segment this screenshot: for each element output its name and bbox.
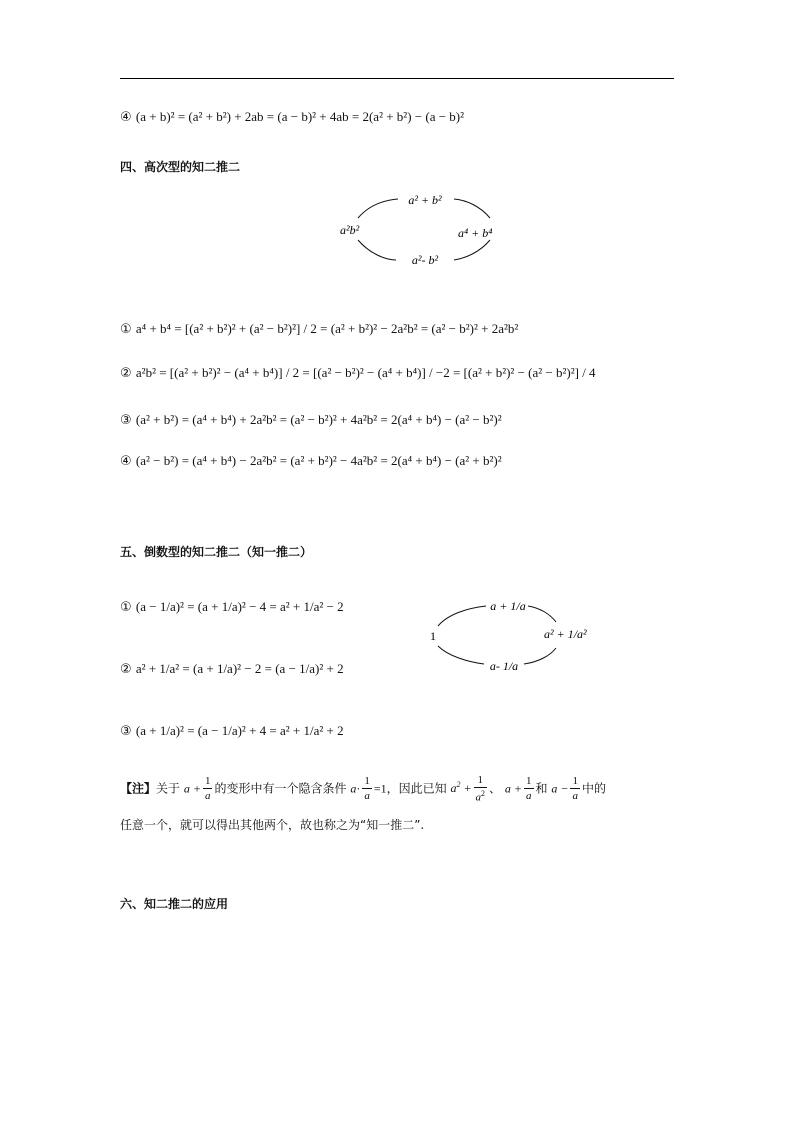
sec5-item-3 xyxy=(120,724,344,738)
arc-top-left xyxy=(358,199,398,218)
arc-top-right xyxy=(528,606,556,622)
sec4-item-4-formula: (a² − b²) = (a⁴ + b⁴) − 2a²b² = (a² + b²)² − 4a²b² = 2(a⁴ + b⁴) − (a² + b²)² xyxy=(135,453,502,468)
diagram-left-label: 1 xyxy=(430,629,436,643)
arc-bottom-left xyxy=(358,240,396,260)
sec4-item-3 xyxy=(120,413,502,427)
section-6-heading: 六、知二推二的应用 xyxy=(120,897,229,911)
note-frac-1-a: $\frac{1}{a}$ xyxy=(204,775,211,803)
note-hidden-condition: a· xyxy=(350,781,361,796)
sec5-item-1-formula: (a − 1/a)² = (a + 1/a)² − 4 = a² + 1/a² − 2 xyxy=(135,599,344,614)
item-marker: ③ xyxy=(120,413,132,428)
arc-bottom-right xyxy=(524,648,556,664)
sec4-item-3-formula: (a² + b²) = (a⁴ + b⁴) + 2a²b² = (a² − b²)² + 4a²b² = 2(a⁴ + b⁴) − (a² − b²)² xyxy=(135,412,502,427)
note-frac-3-a2: $\frac{1}{a^2}$ xyxy=(475,774,486,804)
item-marker: ① xyxy=(120,600,132,615)
sec4-item-1-formula: a⁴ + b⁴ = [(a² + b²)² + (a² − b²)²] / 2 = (a² + b²)² − 2a²b² = (a² − b²)² + 2a²b² xyxy=(135,321,519,336)
diagram-left-label: a²b² xyxy=(340,223,360,237)
note-bracket: 【注】 xyxy=(120,781,157,796)
sec5-item-2 xyxy=(120,662,344,676)
diagram-right-label: a⁴ + b⁴ xyxy=(458,226,493,240)
sec4-item-2 xyxy=(120,366,596,380)
sec4-item-2-formula: a²b² = [(a² + b²)² − (a⁴ + b⁴)] / 2 = [(a² − b²)² − (a⁴ + b⁴)] / −2 = [(a² + b²)² − (a² − b²)²] / 4 xyxy=(135,365,596,380)
note-line-2: 任意一个，就可以得出其他两个，故也称之为“知一推二”. xyxy=(120,818,425,832)
diagram-top-label: a + 1/a xyxy=(490,599,526,613)
diagram-top-label: a² + b² xyxy=(408,193,442,207)
diagram-right-label: a² + 1/a² xyxy=(544,627,587,641)
note-frac-4-a: $\frac{1}{a}$ xyxy=(526,775,532,803)
note-expr-a-plus-2: a + xyxy=(504,781,522,796)
note-text-2: 的变形中有一个隐含条件 xyxy=(214,781,347,796)
sec5-item-3-formula: (a + 1/a)² = (a − 1/a)² + 4 = a² + 1/a² + 2 xyxy=(135,723,344,738)
sec3-item-4 xyxy=(120,110,464,124)
high-order-cycle-diagram xyxy=(330,188,520,268)
reciprocal-cycle-diagram xyxy=(428,592,598,684)
note-expr-a-plus: a + xyxy=(183,781,201,796)
note-frac-5-a: $\frac{1}{a}$ xyxy=(572,775,578,803)
note-text-3: ，因此已知 xyxy=(386,781,447,796)
arc-bottom-left xyxy=(438,646,484,664)
arc-top-left xyxy=(438,606,486,626)
section-5-heading: 五、倒数型的知二推二（知一推二） xyxy=(120,545,313,559)
note-text-1: 关于 xyxy=(156,781,181,796)
note-expr-a-minus: a − xyxy=(551,781,569,796)
header-rule xyxy=(120,78,674,79)
sec5-item-2-formula: a² + 1/a² = (a + 1/a)² − 2 = (a − 1/a)² + 2 xyxy=(135,661,344,676)
note-frac-2-a: $\frac{1}{a}$ xyxy=(364,775,370,803)
item-marker: ④ xyxy=(120,110,132,125)
item-marker: ② xyxy=(120,366,132,381)
note-line-1 xyxy=(120,774,606,804)
sec4-item-1 xyxy=(120,322,518,336)
note-expr-a2: $a^2$ + xyxy=(450,780,472,796)
note-text-4: 、 xyxy=(489,781,502,796)
sec4-item-4 xyxy=(120,454,502,468)
arc-top-right xyxy=(454,199,490,218)
item-marker: ① xyxy=(120,322,132,337)
diagram-bottom-label: a- 1/a xyxy=(489,659,519,673)
sec5-item-1 xyxy=(120,600,344,614)
note-text-5: 和 xyxy=(535,781,548,796)
item-marker: ② xyxy=(120,662,132,677)
item-marker: ④ xyxy=(120,454,132,469)
item-marker: ③ xyxy=(120,724,132,739)
note-text-6: 中的 xyxy=(581,781,606,796)
note-equals-one: =1 xyxy=(373,781,387,796)
arc-bottom-right xyxy=(454,240,490,260)
sec3-item-4-formula: (a + b)² = (a² + b²) + 2ab = (a − b)² + 4ab = 2(a² + b²) − (a − b)² xyxy=(135,109,465,124)
section-4-heading: 四、高次型的知二推二 xyxy=(120,160,241,174)
diagram-bottom-label: a²- b² xyxy=(411,253,439,267)
